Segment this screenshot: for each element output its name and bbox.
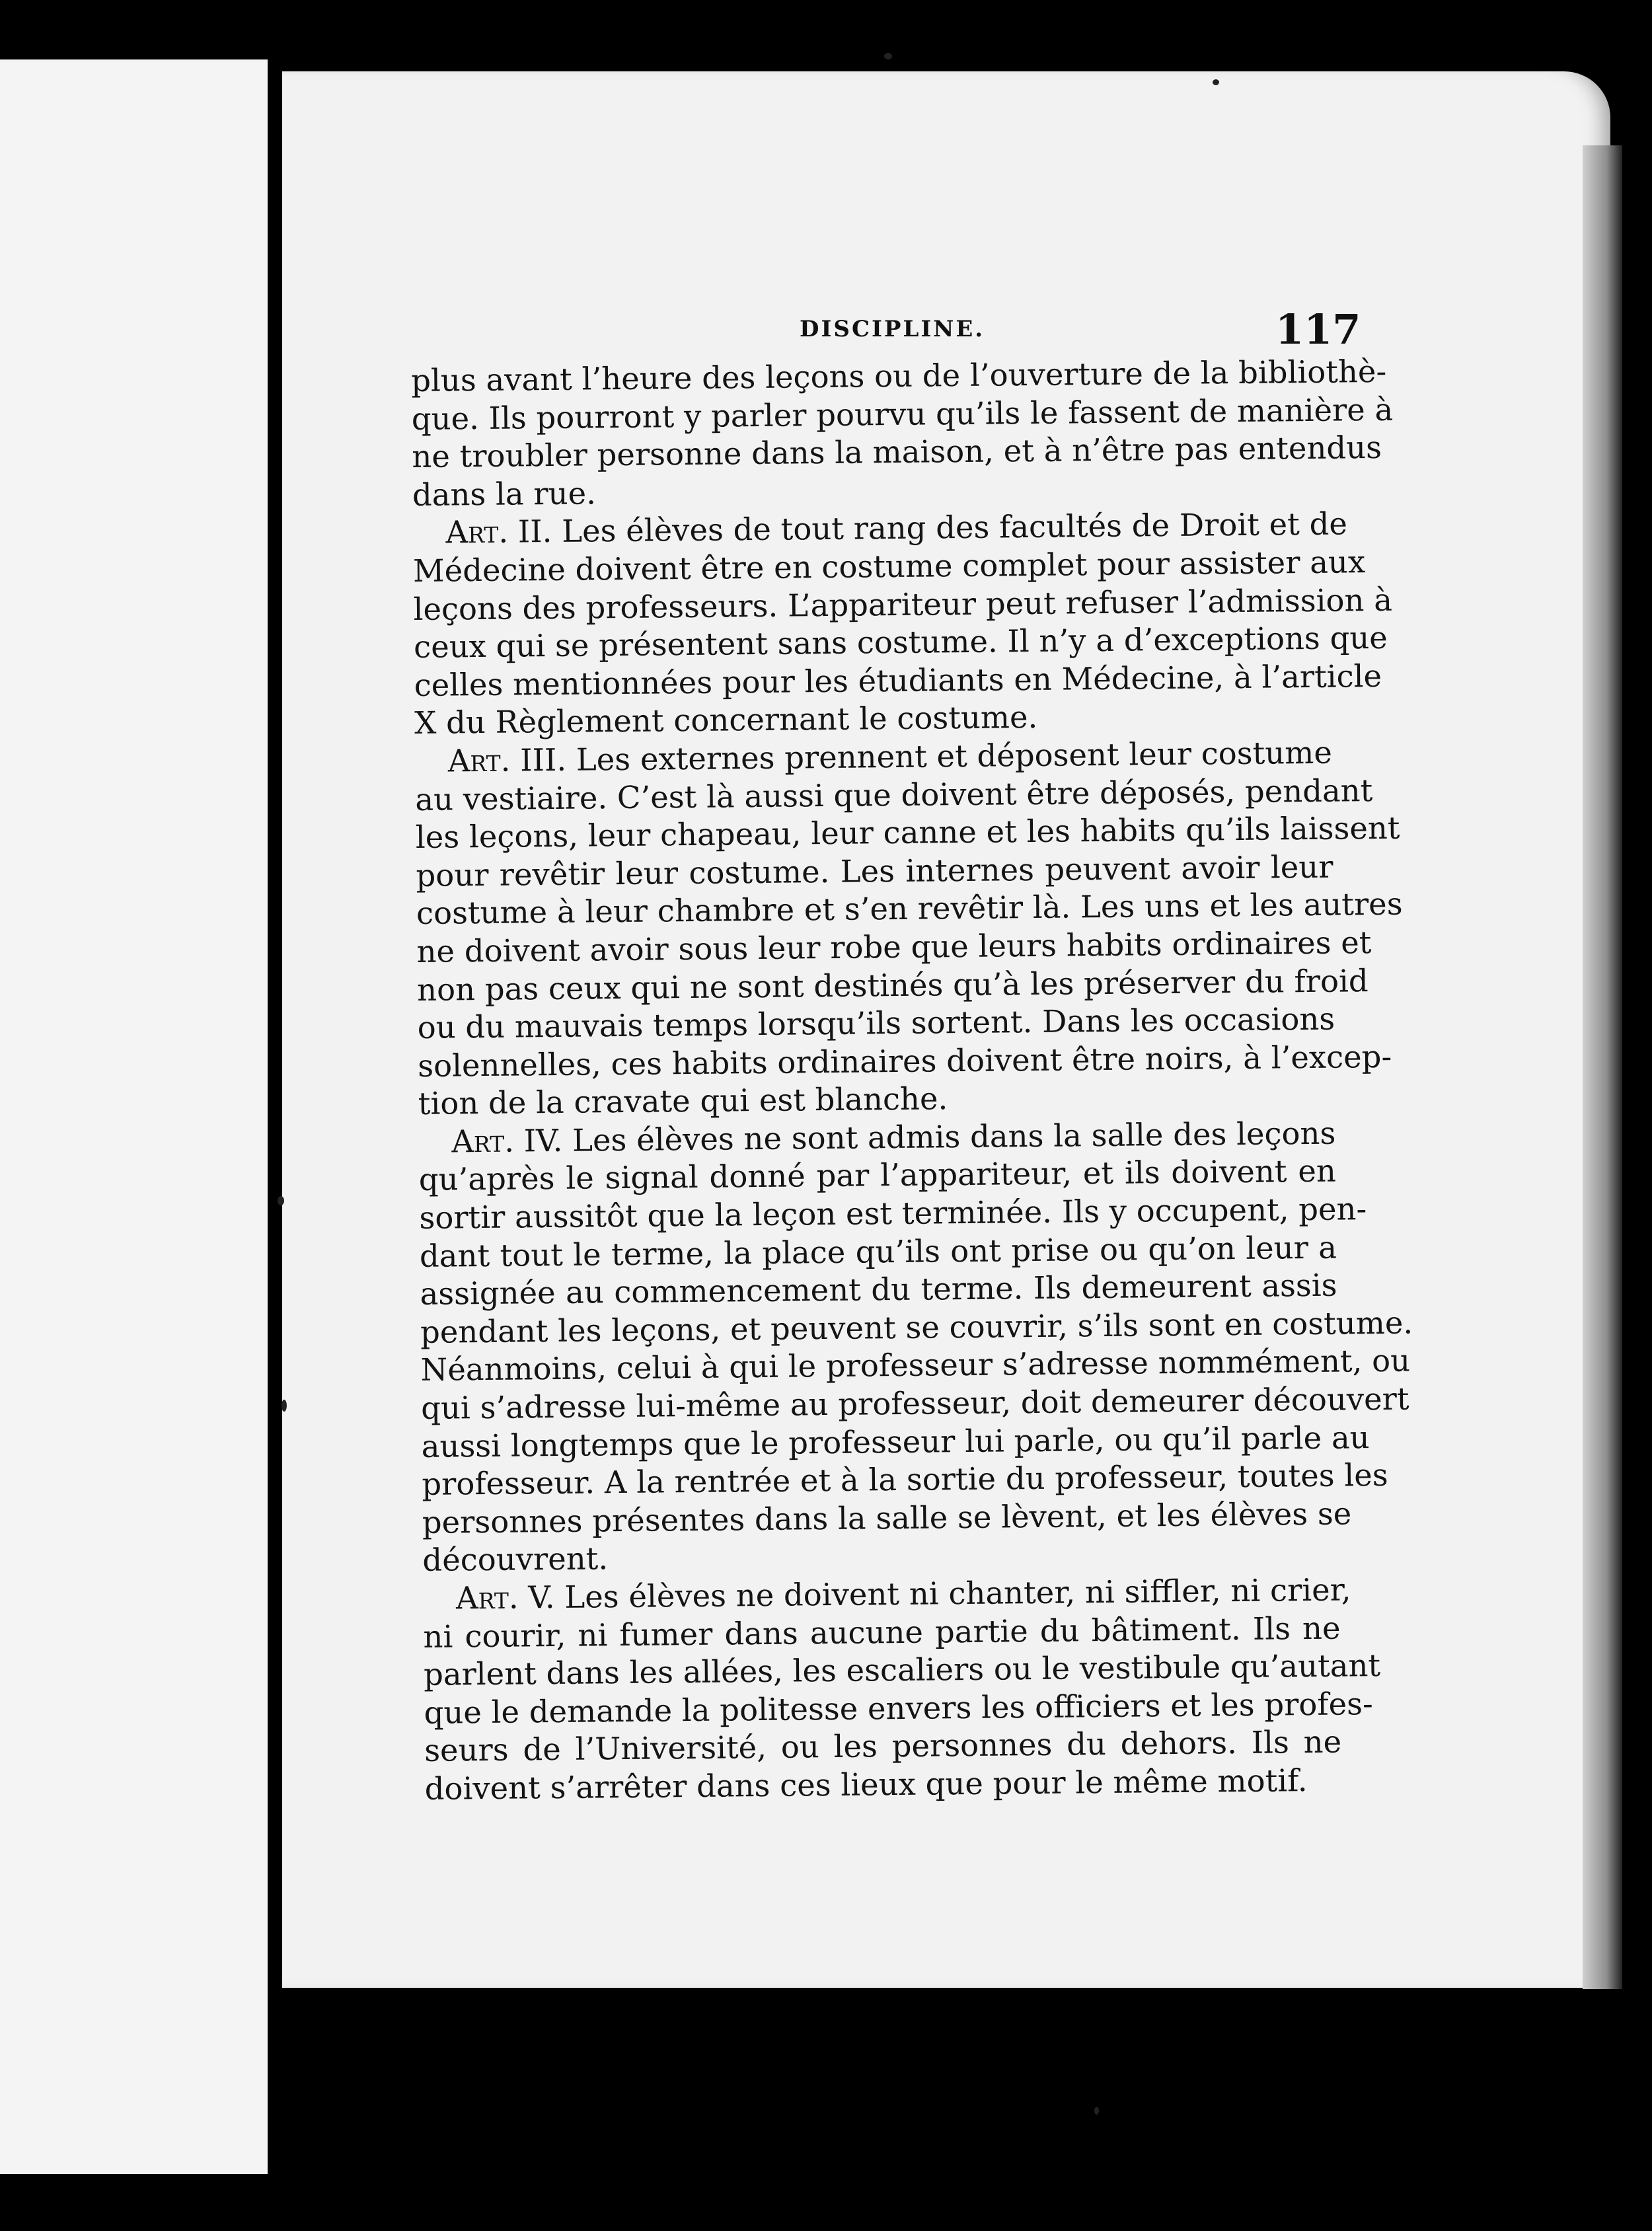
page-body-text	[411, 353, 1413, 1809]
text-line: qui s’adresse lui-même au professeur, doit demeurer découvert	[420, 1380, 1409, 1426]
text-line: au vestiaire. C’est là aussi que doivent être déposés, pendant	[415, 772, 1373, 817]
text-line: costume à leur chambre et s’en revêtir là. Les uns et les autres	[416, 886, 1403, 932]
text-line: ne doivent avoir sous leur robe que leurs habits ordinaires et	[416, 924, 1372, 969]
article-label: Art. III.	[447, 741, 567, 779]
scan-speck	[1213, 79, 1219, 85]
text-line: plus avant l’heure des leçons ou de l’ouverture de la bibliothè-	[411, 353, 1387, 398]
text-line: doivent s’arrêter dans ces lieux que pour le même motif.	[424, 1762, 1308, 1807]
scan-speck	[278, 1196, 284, 1205]
text-line: professeur. A la rentrée et à la sortie du professeur, toutes les	[422, 1457, 1388, 1503]
text-line: ou du mauvais temps lorsqu’ils sortent. Dans les occasions	[417, 1001, 1335, 1046]
text-line: aussi longtemps que le professeur lui parle, ou qu’il parle au	[421, 1419, 1370, 1464]
text-line: dans la rue.	[412, 475, 597, 513]
text-line: leçons des professeurs. L’appariteur peut refuser l’admission à	[413, 582, 1393, 627]
scan-speck	[884, 53, 892, 59]
text-line-content: Les externes prennent et déposent leur costume	[566, 734, 1333, 778]
book-gutter	[268, 0, 282, 2231]
text-line: que le demande la politesse envers les officiers et les profes-	[424, 1685, 1373, 1731]
paragraph-continuation	[411, 353, 1394, 515]
text-line: pendant les leçons, et peuvent se couvrir, s’ils sont en costume.	[420, 1305, 1413, 1350]
text-line: découvrent.	[422, 1540, 609, 1579]
text-line: que. Ils pourront y parler pourvu qu’ils le fassent de manière à	[411, 391, 1394, 437]
text-line: seurs de l’Université, ou les personnes du dehors. Ils ne	[424, 1723, 1342, 1769]
text-line: Néanmoins, celui à qui le professeur s’adresse nommément, ou	[420, 1342, 1411, 1388]
text-line: celles mentionnées pour les étudiants en Médecine, à l’article	[414, 658, 1382, 703]
text-line: solennelles, ces habits ordinaires doivent être noirs, à l’excep-	[417, 1038, 1392, 1084]
paragraph-article-3	[415, 734, 1403, 1123]
scan-speck	[282, 1400, 287, 1412]
text-line-content: Les élèves de tout rang des facultés de Droit et de	[552, 506, 1348, 550]
text-line: parlent dans les allées, les escaliers ou le vestibule qu’autant	[423, 1647, 1381, 1693]
text-line: X du Règlement concernant le costume.	[414, 699, 1038, 741]
text-line: personnes présentes dans la salle se lèvent, et les élèves se	[422, 1495, 1352, 1540]
text-line: ni courir, ni fumer dans aucune partie du bâtiment. Ils ne	[423, 1610, 1341, 1655]
text-line: ne troubler personne dans la maison, et à n’être pas entendus	[412, 430, 1382, 475]
page-edge-shadow	[1583, 145, 1622, 1989]
paragraph-article-5	[423, 1571, 1381, 1809]
text-line: Médecine doivent être en costume complet pour assister aux	[412, 544, 1366, 589]
text-line: dant tout le terme, la place qu’ils ont prise ou qu’on leur a	[419, 1229, 1337, 1274]
scan-speck	[1094, 2107, 1099, 2115]
text-line-content: Les élèves ne doivent ni chanter, ni siffler, ni crier,	[554, 1571, 1351, 1615]
article-label: Art. II.	[445, 513, 552, 550]
text-line: les leçons, leur chapeau, leur canne et les habits qu’ils laissent	[415, 810, 1400, 856]
running-head-title: DISCIPLINE.	[800, 316, 985, 342]
page-number: 117	[1275, 305, 1361, 354]
text-line: tion de la cravate qui est blanche.	[418, 1080, 948, 1122]
paragraph-article-2	[412, 506, 1393, 743]
text-line: assignée au commencement du terme. Ils demeurent assis	[420, 1267, 1337, 1312]
facing-page-edge	[0, 59, 268, 2174]
text-line: sortir aussitôt que la leçon est terminée. Ils y occupent, pen-	[419, 1191, 1367, 1236]
text-line-content: Les élèves ne sont admis dans la salle des leçons	[562, 1115, 1336, 1158]
article-label: Art. V.	[455, 1579, 555, 1616]
text-line: qu’après le signal donné par l’appariteur, et ils doivent en	[418, 1153, 1337, 1198]
text-line: pour revêtir leur costume. Les internes peuvent avoir leur	[416, 849, 1333, 893]
text-line: ceux qui se présentent sans costume. Il n’y a d’exceptions que	[413, 619, 1388, 665]
paragraph-article-4	[418, 1114, 1413, 1579]
text-line: non pas ceux qui ne sont destinés qu’à les préserver du froid	[416, 962, 1369, 1008]
article-label: Art. IV.	[451, 1122, 563, 1160]
